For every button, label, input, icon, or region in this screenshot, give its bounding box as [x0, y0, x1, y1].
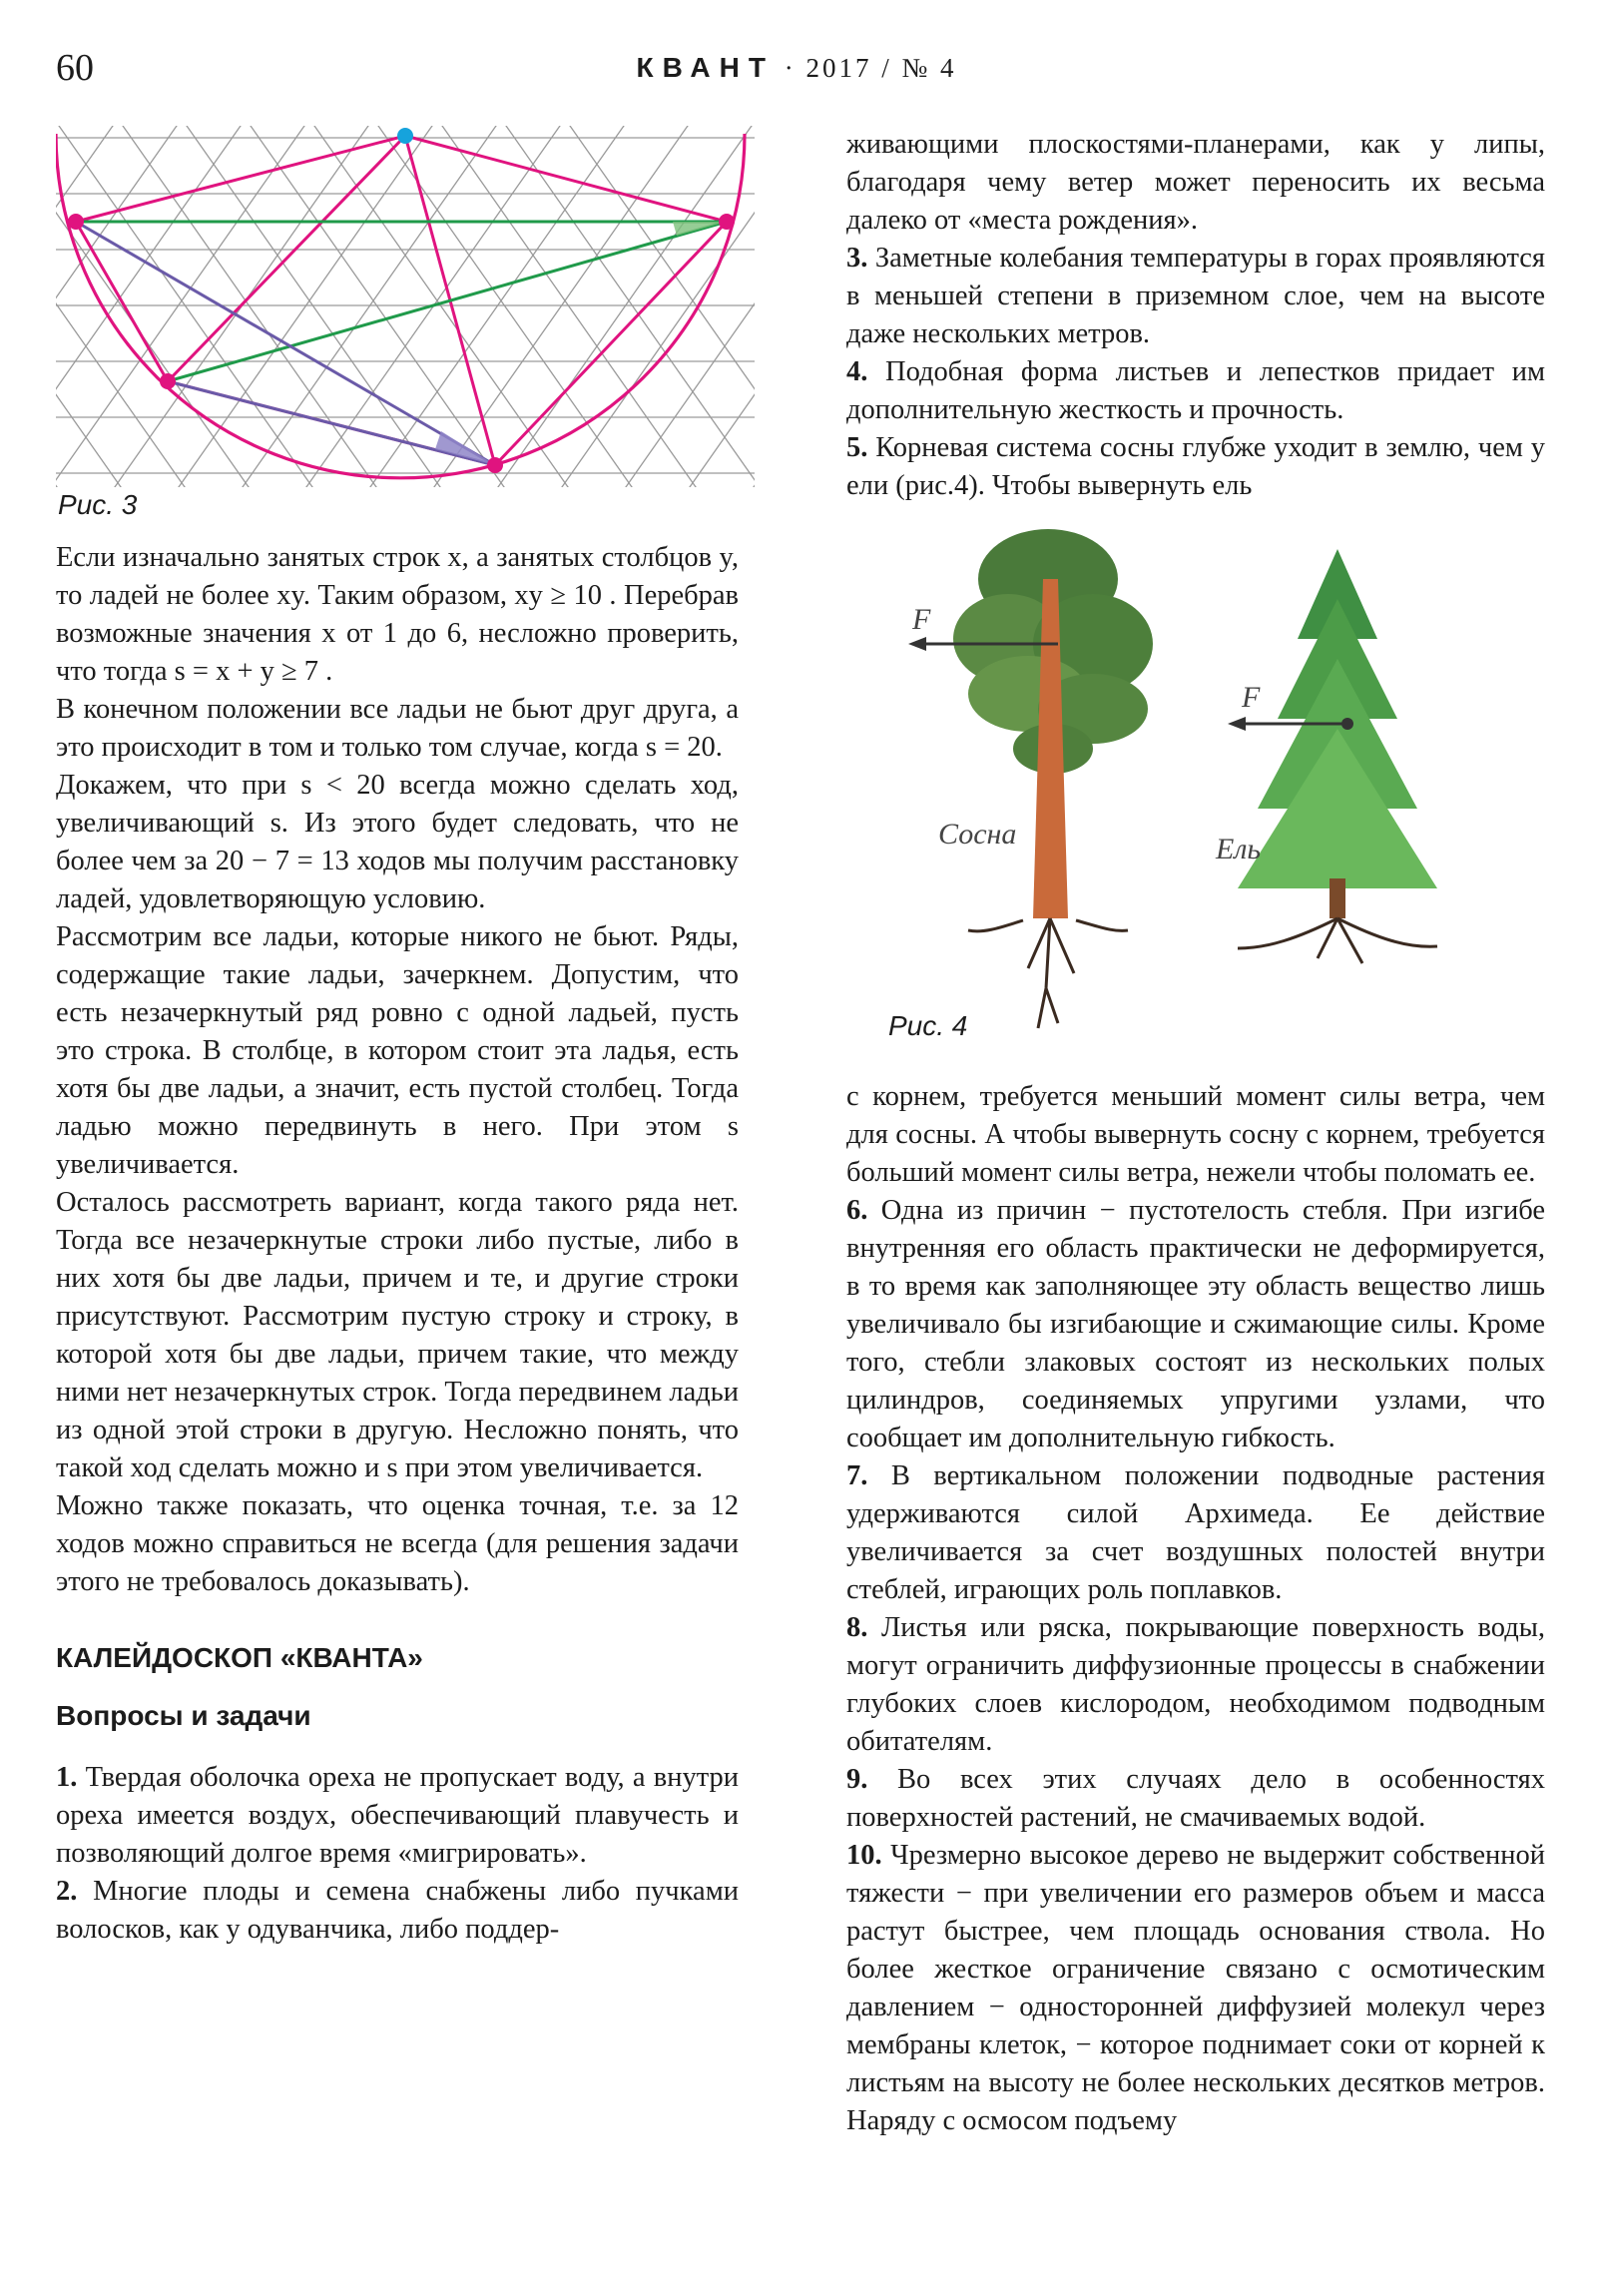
figure-3-caption: Рис. 3	[58, 489, 138, 520]
page-number: 60	[56, 47, 94, 89]
spruce-force-label: F	[1242, 681, 1261, 714]
pine-label: Сосна	[938, 818, 1017, 851]
left-column	[56, 539, 739, 1949]
paragraph: Осталось рассмотреть вариант, когда такого ряда нет. Тогда все незачеркнутые строки либо пустые, либо в них хотя бы две ладьи, причем и те, и другие строки присутствуют. Рассмотрим пустую строку и строку, в которой хотя бы две ладьи, причем такие, что между ними нет незачеркнутых строк. Тогда передвинем ладьи из одной этой строки в другую. Несложно понять, что такой ход сделать можно и s при этом увеличивается.	[56, 1187, 739, 1483]
spruce-label: Ель	[1216, 833, 1262, 865]
answer-number: 10.	[846, 1840, 882, 1871]
right-column-top	[846, 126, 1545, 505]
answer-number: 6.	[846, 1195, 868, 1226]
paragraph: Докажем, что при s < 20 всегда можно сделать ход, увеличивающий s. Из этого будет следовать, что не более чем за 20 − 7 = 13 ходов мы получим расстановку ладей, удовлетворяющую условию.	[56, 770, 739, 914]
figure-4-caption: Рис. 4	[888, 1010, 968, 1041]
paragraph: В конечном положении все ладьи не бьют друг друга, а это происходит в том и только том случае, когда s = 20.	[56, 694, 739, 763]
paragraph: Если изначально занятых строк x, а занятых столбцов y, то ладей не более xy. Таким образом, xy ≥ 10 . Перебрав возможные значения x от 1 до 6, несложно проверить, что тогда s = x + y ≥ 7 .	[56, 542, 739, 687]
figure-4-trees	[878, 519, 1517, 1038]
answer-item: 3. Заметные колебания температуры в горах проявляются в меньшей степени в приземном слое, чем на высоте даже нескольких метров.	[846, 243, 1545, 349]
journal-name: КВАНТ	[636, 52, 775, 83]
answer-item: 7. В вертикальном положении подводные растения удерживаются силой Архимеда. Ее действие увеличивается за счет воздушных полостей внутри стеблей, играющих роль поплавков.	[846, 1460, 1545, 1605]
journal-issue: · 2017 / № 4	[784, 53, 957, 83]
journal-title	[56, 52, 1537, 84]
answer-item: 4. Подобная форма листьев и лепестков придает им дополнительную жесткость и прочность.	[846, 356, 1546, 425]
answer-number: 3.	[846, 243, 868, 274]
paragraph: с корнем, требуется меньший момент силы ветра, чем для сосны. А чтобы вывернуть сосну с корнем, требуется больший момент силы ветра, нежели чтобы поломать ее.	[846, 1081, 1545, 1188]
paragraph: живающими плоскостями-планерами, как у липы, благодаря чему ветер может переносить их весьма далеко от «места рождения».	[846, 129, 1545, 236]
answer-number: 5.	[846, 432, 868, 463]
page-header	[56, 46, 1537, 89]
figure-3-grid-diagram	[56, 126, 755, 487]
answer-item: 9. Во всех этих случаях дело в особенностях поверхностей растений, не смачиваемых водой.	[846, 1764, 1545, 1833]
spruce-tree	[1238, 549, 1437, 963]
paragraph: Рассмотрим все ладьи, которые никого не бьют. Ряды, содержащие такие ладьи, зачеркнем. Допустим, что есть незачеркнутый ряд ровно с одной ладьей, пусть это строка. В столбце, в котором стоит эта ладья, есть хотя бы две ладьи, а значит, есть пустой столбец. Тогда ладью можно передвинуть в него. При этом s увеличивается.	[56, 921, 739, 1180]
answer-item: 5. Корневая система сосны глубже уходит в землю, чем у ели (рис.4). Чтобы вывернуть ель	[846, 432, 1546, 501]
answer-item: 10. Чрезмерно высокое дерево не выдержит собственной тяжести − при увеличении его размеров объем и масса растут быстрее, чем площадь основания ствола. Но более жесткое ограничение связано с осмотическим давлением − односторонней диффузией молекул через мембраны клеток, − которое поднимает соки от корней к листьям на высоту не более нескольких десятков метров. Наряду с осмосом подъему	[846, 1840, 1546, 2136]
section-title: КАЛЕЙДОСКОП «КВАНТА»	[56, 1642, 423, 1673]
answer-number: 9.	[846, 1764, 868, 1795]
answer-number: 4.	[846, 356, 868, 387]
pine-force-label: F	[912, 603, 931, 636]
right-column-bottom	[846, 1078, 1545, 2140]
paragraph: Можно также показать, что оценка точная, т.е. за 12 ходов можно справиться не всегда (для решения задачи этого не требовалось доказывать).	[56, 1490, 739, 1597]
answer-number: 1.	[56, 1762, 78, 1793]
answer-item: 1. Твердая оболочка ореха не пропускает воду, а внутри ореха имеется воздух, обеспечивающий плавучесть и позволяющий долгое время «мигрировать».	[56, 1762, 740, 1869]
answer-item: 6. Одна из причин − пустотелость стебля. При изгибе внутренняя его область практически не деформируется, в то время как заполняющее эту область вещество лишь увеличивало бы изгибающие и сжимающие силы. Кроме того, стебли злаковых состоят из нескольких полых цилиндров, соединяемых упругими узлами, что сообщает им дополнительную гибкость.	[846, 1195, 1546, 1453]
answer-number: 7.	[846, 1460, 868, 1491]
pine-tree	[953, 529, 1153, 1028]
answer-item: 2. Многие плоды и семена снабжены либо пучками волосков, как у одуванчика, либо поддер-	[56, 1876, 739, 1945]
section-subtitle: Вопросы и задачи	[56, 1700, 311, 1731]
answer-number: 8.	[846, 1612, 868, 1643]
answer-number: 2.	[56, 1876, 78, 1907]
answer-item: 8. Листья или ряска, покрывающие поверхность воды, могут ограничить диффузионные процессы в снабжении глубоких слоев кислородом, необходимом подводным обитателям.	[846, 1612, 1545, 1757]
